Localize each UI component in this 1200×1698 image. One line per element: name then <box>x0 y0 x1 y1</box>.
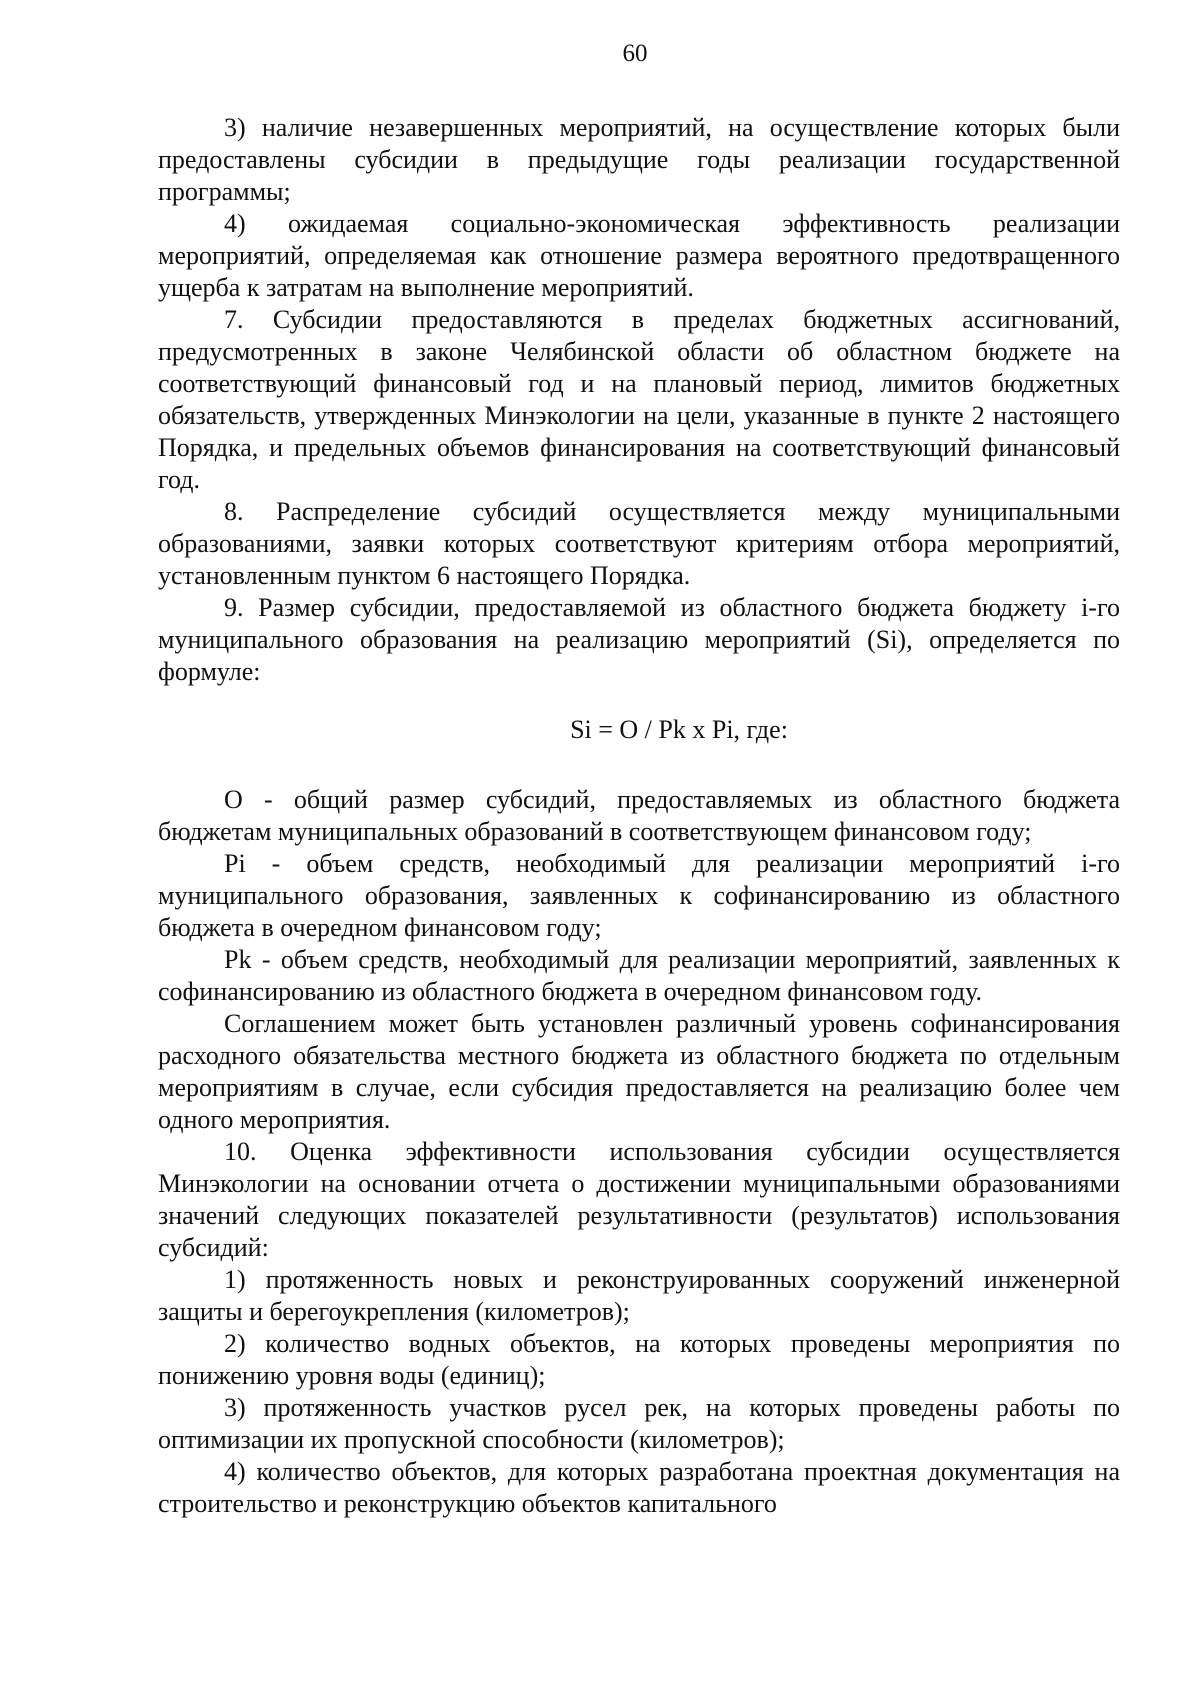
paragraph-definition-pk: Pk - объем средств, необходимый для реализации мероприятий, заявленных к софинансированию из областного бюджета в очередном финансовом году. <box>158 945 1120 1006</box>
paragraph-item-4: 4) ожидаемая социально-экономическая эффективность реализации мероприятий, определяемая как отношение размера вероятного предотвращенного ущерба к затратам на выполнение мероприятий. <box>158 209 1120 302</box>
paragraph-agreement: Соглашением может быть установлен различный уровень софинансирования расходного обязательства местного бюджета из областного бюджета по отдельным мероприятиям в случае, если субсидия предоставляется на реализацию более чем одного мероприятия. <box>158 1009 1120 1134</box>
paragraph-clause-7: 7. Субсидии предоставляются в пределах бюджетных ассигнований, предусмотренных в законе Челябинской области об областном бюджете на соответствующий финансовый год и на плановый период, лимитов бюджетных обязательств, утвержденных Минэкологии на цели, указанные в пункте 2 настоящего Порядка, и предельных объемов финансирования на соответствующий финансовый год. <box>158 305 1120 494</box>
paragraph-indicator-2: 2) количество водных объектов, на которых проведены мероприятия по понижению уровня воды (единиц); <box>158 1329 1120 1390</box>
paragraph-definition-o: O - общий размер субсидий, предоставляемых из областного бюджета бюджетам муниципальных образований в соответствующем финансовом году; <box>158 785 1120 846</box>
paragraph-clause-10: 10. Оценка эффективности использования субсидии осуществляется Минэкологии на основании отчета о достижении муниципальными образованиями значений следующих показателей результативности (результатов) использования субсидий: <box>158 1137 1120 1262</box>
formula: Si = O / Pk x Pi, где: <box>570 715 788 744</box>
paragraph-indicator-4: 4) количество объектов, для которых разработана проектная документация на строительство и реконструкцию объектов капитального <box>158 1457 1120 1518</box>
paragraph-clause-8: 8. Распределение субсидий осуществляется между муниципальными образованиями, заявки которых соответствуют критериям отбора мероприятий, установленным пунктом 6 настоящего Порядка. <box>158 497 1120 590</box>
document-body <box>158 112 1120 1520</box>
paragraph-definition-pi: Pi - объем средств, необходимый для реализации мероприятий i-го муниципального образования, заявленных к софинансированию из областного бюджета в очередном финансовом году; <box>158 849 1120 942</box>
paragraph-clause-9: 9. Размер субсидии, предоставляемой из областного бюджета бюджету i-го муниципального образования на реализацию мероприятий (Si), определяется по формуле: <box>158 593 1120 686</box>
paragraph-indicator-3: 3) протяженность участков русел рек, на которых проведены работы по оптимизации их пропускной способности (километров); <box>158 1393 1120 1454</box>
page-number: 60 <box>622 40 648 67</box>
paragraph-item-3: 3) наличие незавершенных мероприятий, на осуществление которых были предоставлены субсидии в предыдущие годы реализации государственной программы; <box>158 113 1120 206</box>
paragraph-indicator-1: 1) протяженность новых и реконструированных сооружений инженерной защиты и берегоукрепления (километров); <box>158 1265 1120 1326</box>
